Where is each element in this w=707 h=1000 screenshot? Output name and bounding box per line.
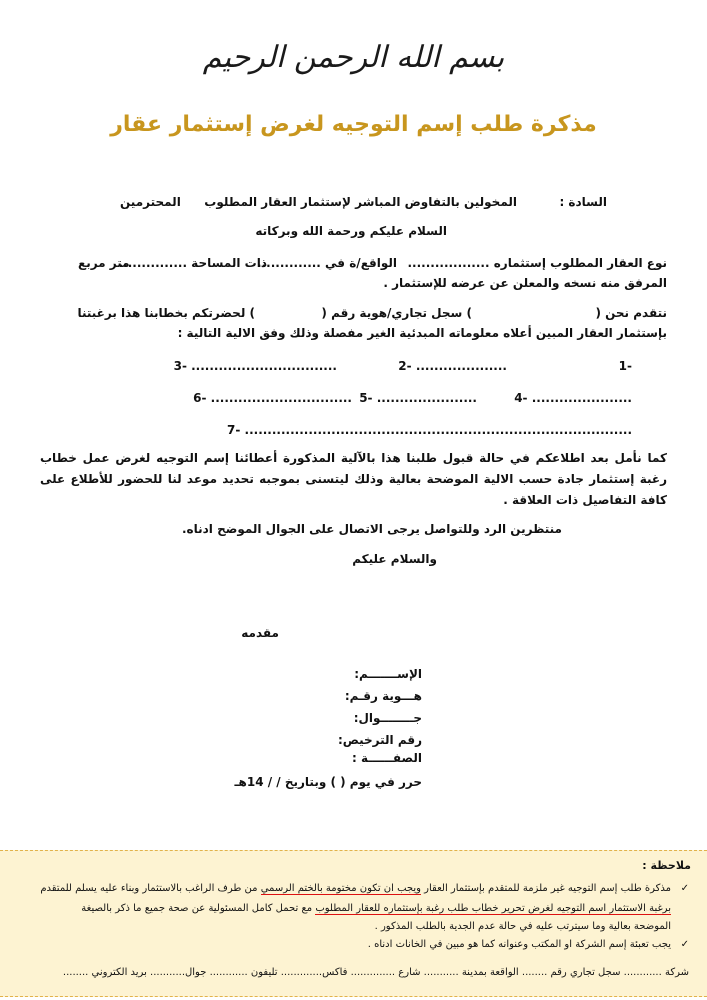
request-line-part-a: نتقدم نحن ( bbox=[595, 306, 667, 320]
body-paragraph: كما نأمل بعد اطلاعكم في حالة قبول طلبنا هذا بالآلية المذكورة أعطائنا إسم التوجيه لغرض عمل خطاب رغبة إستثمار جادة حسب الالية الموضحة بعالية وذلك ليتسنى بموجبه تحديد موعد لنا للحضور للأطلاع على كافة التفاصيل ذات العلاقة . bbox=[40, 451, 667, 507]
company-info-footer: شركة ............ سجل تجاري رقم ........ الواقعة بمدينة ........... شارع .............. فاكس............. تليفون ............ جوال........... بريد الكتروني ........ bbox=[62, 967, 689, 978]
request-line-part-b: ) سجل تجاري/هوية رقم ( bbox=[321, 306, 472, 320]
mechanism-item-5: ...................... -5 bbox=[359, 391, 477, 405]
notes-box bbox=[0, 850, 707, 997]
applicant-date-line: حرر في يوم ( ) وبتاريخ / / 14هـ bbox=[234, 775, 422, 789]
applicant-mobile-label: جــــــــوال: bbox=[353, 711, 422, 725]
note-item-1-continued: برغبة الاستثمار اسم التوجيه لغرض تحرير خطاب طلب رغبة بإستثماره للعقار المطلوب مع تحمل كامل المسئولية عن صحة جميع ما ذكر بالصيغة bbox=[81, 903, 671, 914]
page-title: مذكرة طلب إسم التوجيه لغرض إستثمار عقار bbox=[110, 112, 597, 137]
note-item-1: ✓مذكرة طلب إسم التوجيه غير ملزمة للمتقدم بإستثمار العقار ويجب ان تكون مختومة بالختم الرسمي من طرف الراغب بالاستثمار وبناء عليه يسلم للمتقدم bbox=[40, 883, 689, 894]
applicant-heading: مقدمه bbox=[241, 626, 279, 640]
closing-salutation: والسلام عليكم bbox=[352, 552, 437, 566]
notes-title: ملاحظة : bbox=[642, 859, 691, 872]
addressee-label: السادة : bbox=[559, 195, 607, 209]
note-item-1-end: الموضحة بعالية وما سيترتب عليه في حالة عدم الجدية بالطلب المذكور . bbox=[374, 921, 671, 932]
mechanism-item-6: ............................... -6 bbox=[193, 391, 352, 405]
checkmark-icon: ✓ bbox=[680, 883, 689, 894]
applicant-position-label: الصفــــــة : bbox=[352, 751, 422, 765]
basmala-calligraphy: بسم الله الرحمن الرحيم bbox=[202, 40, 505, 75]
request-mechanism-intro: بإستثمار العقار المبين أعلاه معلوماته المبدئية الغير مفصلة وذلك وفق الالية التالية : bbox=[177, 326, 667, 340]
property-attachment-line: المرفق منه نسخه والمعلن عن عرضه للإستثمار . bbox=[383, 276, 667, 290]
property-area-line: ذات المساحة ............... bbox=[118, 256, 267, 270]
note-underlined-stamp: ويجب ان تكون مختومة بالختم الرسمي bbox=[260, 883, 421, 894]
mechanism-item-3: ................................ -3 bbox=[173, 359, 337, 373]
request-line-part-c: ) لحضرتكم بخطابنا هذا برغبتنا bbox=[77, 306, 255, 320]
mechanism-item-7: ..................................................................................... -7 bbox=[227, 423, 632, 437]
addressee-honorific: المحترمين bbox=[120, 195, 181, 209]
note-underlined-request: برغبة الاستثمار اسم التوجيه لغرض تحرير خطاب طلب رغبة بإستثماره للعقار المطلوب bbox=[315, 903, 671, 914]
checkmark-icon: ✓ bbox=[680, 939, 689, 950]
property-location-line: الواقع/ة في .............. bbox=[257, 256, 397, 270]
mechanism-item-2: .................... -2 bbox=[398, 359, 507, 373]
mechanism-item-4: ...................... -4 bbox=[514, 391, 632, 405]
closing-contact-line: منتظرين الرد وللتواصل يرجى الاتصال على الجوال الموضح ادناه. bbox=[181, 522, 562, 536]
applicant-name-label: الإســـــــم: bbox=[354, 667, 422, 681]
applicant-id-label: هـــوية رقـم: bbox=[344, 689, 422, 703]
property-type-line: نوع العقار المطلوب إستثماره .................. bbox=[407, 256, 667, 270]
note-item-2: ✓يجب تعبئة إسم الشركة او المكتب وعنوانه كما هو مبين في الخانات ادناه . bbox=[367, 939, 689, 950]
applicant-license-label: رقم الترخيص: bbox=[337, 733, 422, 747]
mechanism-item-1: -1 bbox=[618, 359, 632, 373]
addressee-text: المخولين بالتفاوض المباشر لإستثمار العقار المطلوب bbox=[204, 195, 517, 209]
greeting: السلام عليكم ورحمة الله وبركاته bbox=[255, 224, 447, 238]
property-area-unit: متر مربع bbox=[78, 256, 130, 270]
